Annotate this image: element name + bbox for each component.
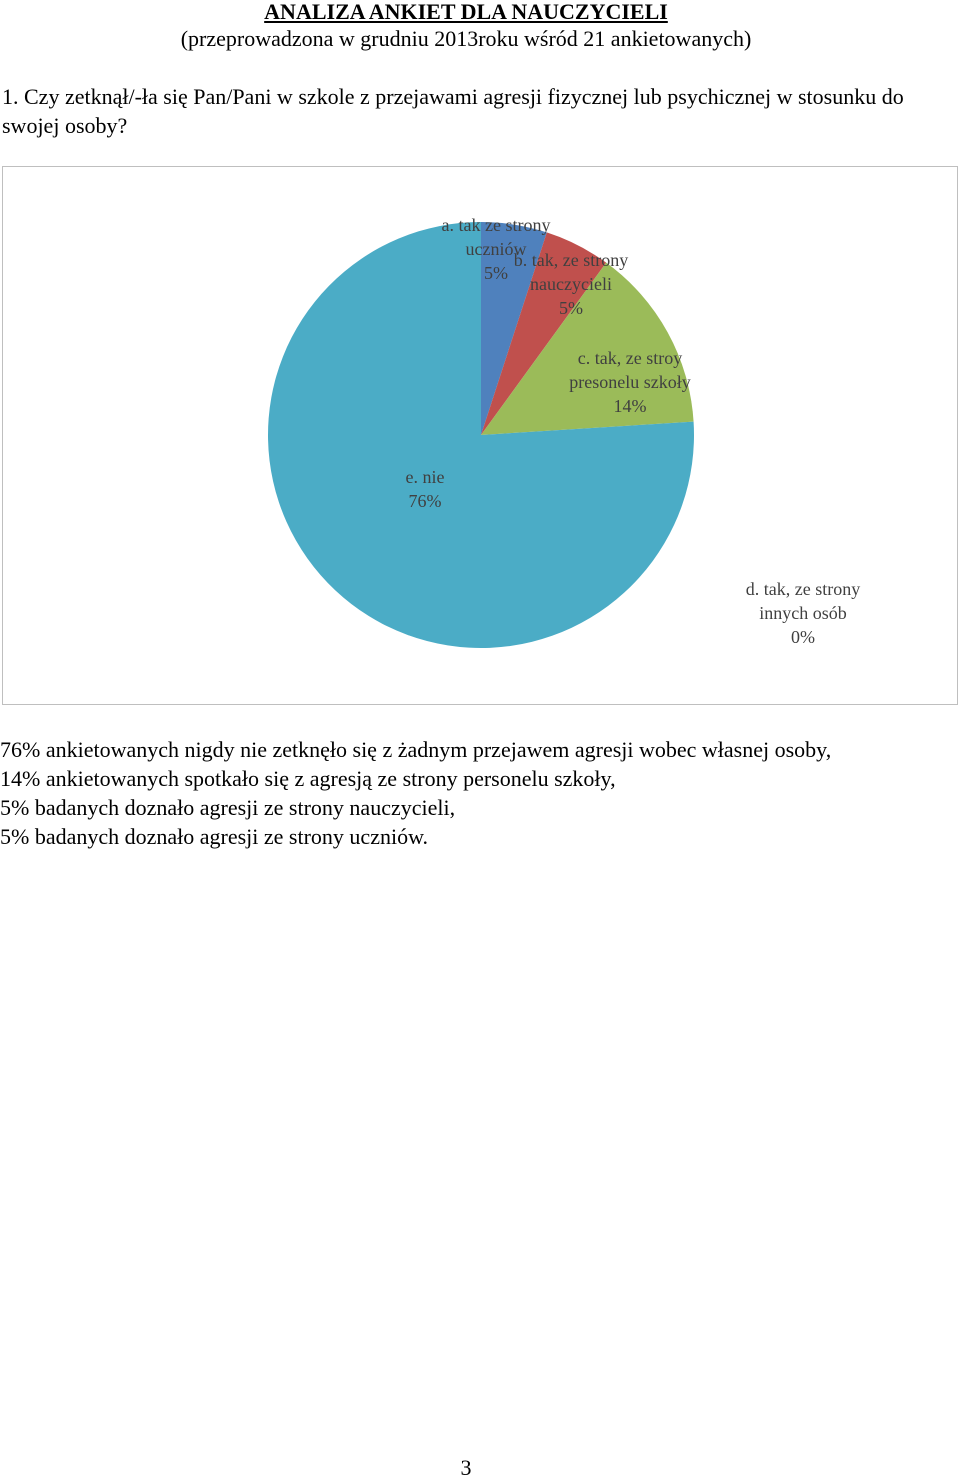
summary-line: 5% badanych doznało agresji ze strony nauczycieli, xyxy=(0,795,456,820)
pie-chart xyxy=(3,167,957,704)
summary-text xyxy=(0,735,940,851)
pie-chart-frame xyxy=(2,166,958,705)
pie-slice-label: c. tak, ze stroy presonelu szkoły 14% xyxy=(569,348,691,416)
summary-line: 5% badanych doznało agresji ze strony uczniów. xyxy=(0,824,429,849)
survey-question: 1. Czy zetknął/-ła się Pan/Pani w szkole z przejawami agresji fizycznej lub psychicznej w stosunku do swojej osoby? xyxy=(2,84,904,138)
pie-slice-label: a. tak ze strony uczniów 5% xyxy=(441,215,551,283)
pie-slice-label: b. tak, ze strony nauczycieli 5% xyxy=(513,250,629,318)
summary-line: 76% ankietowanych nigdy nie zetknęło się z żadnym przejawem agresji wobec własnej osoby, xyxy=(0,737,832,762)
summary-line: 14% ankietowanych spotkało się z agresją ze strony personelu szkoły, xyxy=(0,766,616,791)
pie-slice-label: d. tak, ze strony innych osób 0% xyxy=(745,579,861,647)
document-subtitle: (przeprowadzona w grudniu 2013roku wśród 21 ankietowanych) xyxy=(180,26,752,51)
page-number: 3 xyxy=(460,1455,472,1480)
document-title: ANALIZA ANKIET DLA NAUCZYCIELI xyxy=(264,0,668,24)
pie-slice-label: e. nie 76% xyxy=(405,467,445,511)
